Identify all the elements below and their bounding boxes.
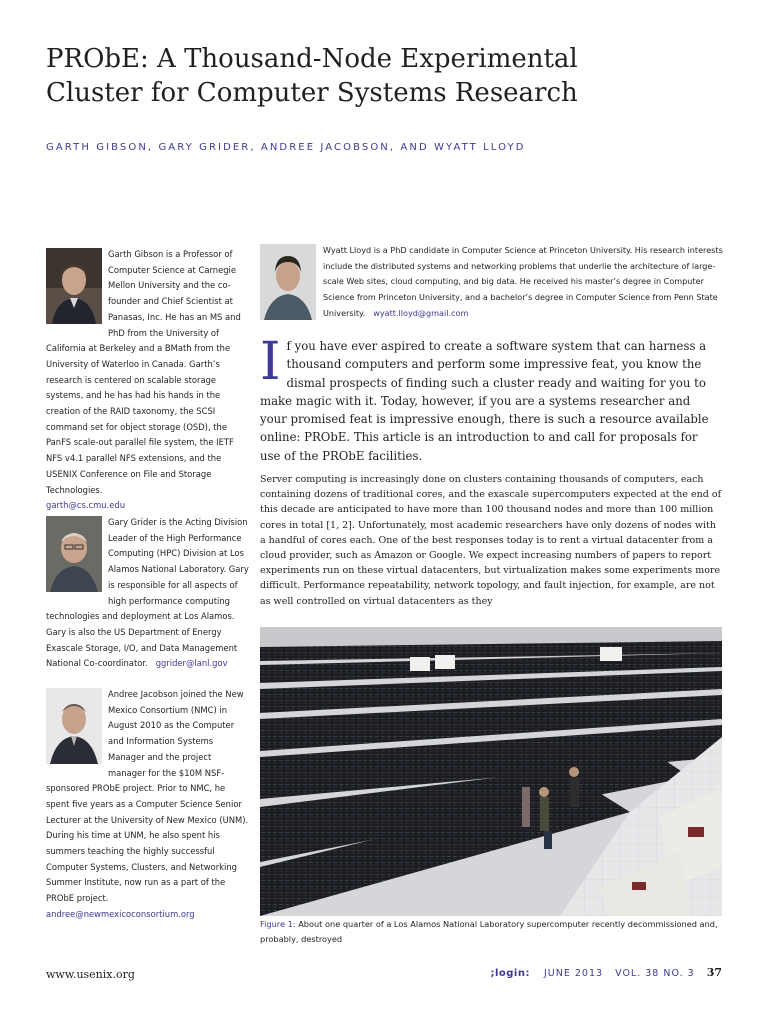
bio-jacobson <box>46 687 251 923</box>
article-title <box>46 42 706 110</box>
issue-date-volume: JUNE 2013 VOL. 38 NO. 3 <box>544 968 695 979</box>
bio-grider-text: Gary Grider is the Acting Division Leader of the High Performance Computing (HPC) Division at Los Alamos National Laboratory. Gary is responsible for all aspects of high performance computing technologies and deployment at Los Alamos. Gary is also the US Department of Energy Exascale Storage, I/O, and Data Management National Co-coordinator. <box>46 517 249 669</box>
headshot-lloyd <box>260 244 316 320</box>
headshot-grider <box>46 516 102 592</box>
bio-lloyd-text: Wyatt Lloyd is a PhD candidate in Computer Science at Princeton University. His research interests include the distributed systems and networking problems that underlie the architecture of large-scale Web sites, cloud computing, and big data. He received his master’s degree in Computer Science from Princeton University, and a bachelor’s degree in Computer Science from Penn State University. <box>323 245 723 318</box>
headshot-gibson-image <box>46 248 102 324</box>
footer-website[interactable]: www.usenix.org <box>46 968 135 981</box>
intro-paragraph <box>260 332 720 465</box>
bio-lloyd <box>323 243 723 322</box>
headshot-grider-image <box>46 516 102 592</box>
figure-caption-text: About one quarter of a Los Alamos National Laboratory supercomputer recently decommissioned and, probably, destroyed <box>260 919 718 944</box>
footer-issue-info <box>490 966 722 979</box>
bio-grider-email[interactable]: ggrider@lanl.gov <box>155 658 228 669</box>
headshot-gibson <box>46 248 102 324</box>
drop-cap: I <box>260 332 281 392</box>
bio-lloyd-email[interactable]: wyatt.lloyd@gmail.com <box>373 307 469 318</box>
server-room-illustration <box>260 627 722 916</box>
bio-jacobson-email[interactable]: andree@newmexicoconsortium.org <box>46 908 195 919</box>
figure-label: Figure 1: <box>260 919 296 929</box>
bio-grider <box>46 515 251 672</box>
bio-gibson <box>46 247 251 514</box>
magazine-name: ;login: <box>490 968 530 979</box>
headshot-jacobson <box>46 688 102 764</box>
figure-supercomputer-photo <box>260 627 722 916</box>
intro-text: f you have ever aspired to create a software system that can harness a thousand computers and perform some impressive feat, you know the dismal prospects of finding such a cluster ready and waiting for you to make magic with it. Today, however, if you are a systems researcher and your promised feat is impressive enough, there is such a resource available online: PRObE. This article is an introduction to and call for proposals for use of the PRObE facilities. <box>260 339 709 463</box>
body-paragraph: Server computing is increasingly done on clusters containing thousands of computers, each containing dozens of traditional cores, and the exascale supercomputers expected at the end of this decade are anticipated to have more than 100 thousand nodes and more than 100 million cores in total [1, 2]. Unfortunately, most academic researchers have only dozens of nodes with a handful of cores each. One of the best responses today is to rent a virtual datacenter from a cloud provider, such as Amazon or Google. We expect increasing numbers of papers to report experiments run on these virtual datacenters, but virtualization makes some experiments more difficult. Performance repeatability, network topology, and fault injection, for example, are not as well controlled on virtual datacenters as they <box>260 474 722 607</box>
headshot-jacobson-image <box>46 688 102 764</box>
headshot-lloyd-image <box>260 244 316 320</box>
bio-gibson-text: Garth Gibson is a Professor of Computer Science at Carnegie Mellon University and the co-founder and Chief Scientist at Panasas, Inc. He has an MS and PhD from the University of California at Berkeley and a BMath from the University of Waterloo in Canada. Garth’s research is centered on scalable storage systems, and he has had his hands in the creation of the RAID taxonomy, the SCSI command set for object storage (OSD), the PanFS scale-out parallel file system, the IETF NFS v4.1 parallel NFS extensions, and the USENIX Conference on File and Storage Technologies. <box>46 249 241 495</box>
title-line-1: PRObE: A Thousand-Node Experimental <box>46 44 578 74</box>
page-number: 37 <box>706 966 722 979</box>
bio-gibson-email[interactable]: garth@cs.cmu.edu <box>46 500 125 511</box>
bio-jacobson-text: Andree Jacobson joined the New Mexico Consortium (NMC) in August 2010 as the Computer and Information Systems Manager and the project manager for the $10M NSF-sponsored PRObE project. Prior to NMC, he spent five years as a Computer Science Senior Lecturer at the University of New Mexico (UNM). During his time at UNM, he also spent his summers teaching the highly successful Computer Systems, Clusters, and Networking Summer Institute, now run as a part of the PRObE project. <box>46 689 249 904</box>
author-line: GARTH GIBSON, GARY GRIDER, ANDREE JACOBSON, AND WYATT LLOYD <box>46 142 526 153</box>
figure-caption <box>260 917 722 946</box>
title-line-2: Cluster for Computer Systems Research <box>46 78 578 108</box>
